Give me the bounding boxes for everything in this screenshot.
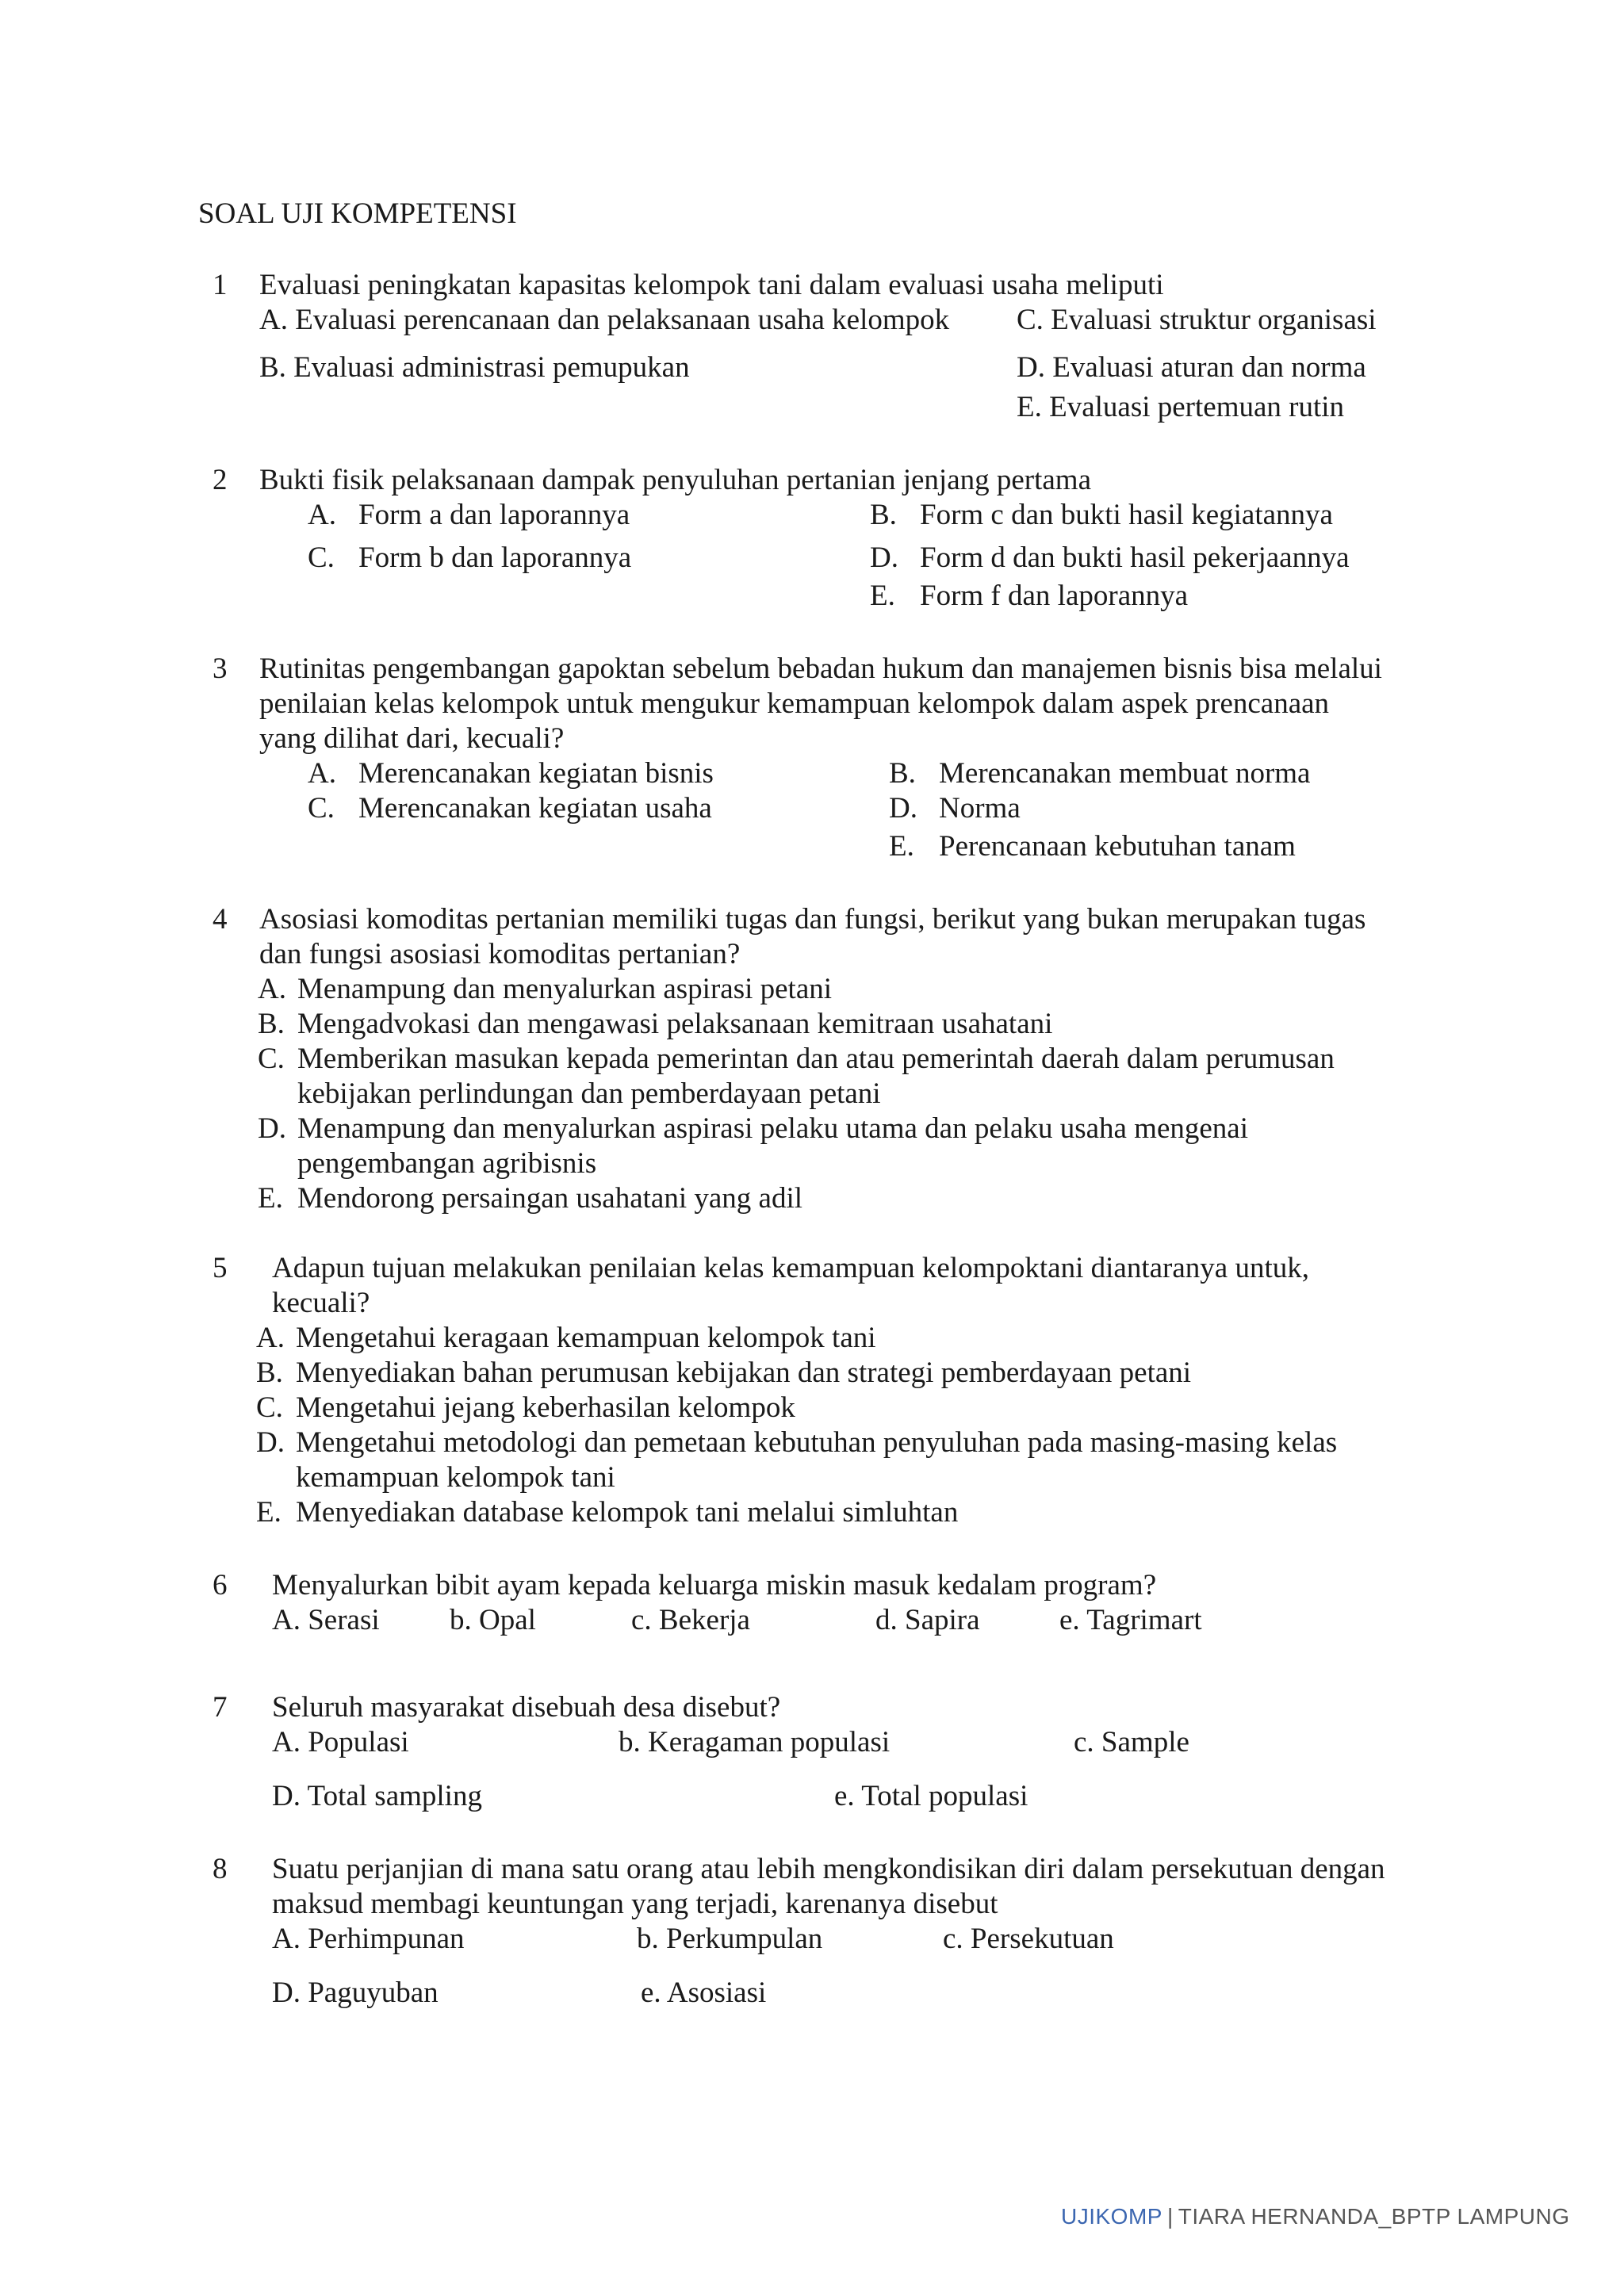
page-footer xyxy=(1061,2204,1570,2229)
question-8-option-d: D. Paguyuban xyxy=(272,1976,439,2009)
question-8-text-line-1: Suatu perjanjian di mana satu orang atau lebih mengkondisikan diri dalam persekutuan dengan xyxy=(272,1853,1385,1885)
question-5-option-e-letter: E. xyxy=(256,1496,282,1529)
question-6-option-b: b. Opal xyxy=(450,1604,536,1636)
question-3-option-b: Merencanakan membuat norma xyxy=(939,757,1311,790)
question-2-number: 2 xyxy=(213,464,228,496)
question-4-option-b-letter: B. xyxy=(258,1008,285,1040)
question-5-text-line-1: Adapun tujuan melakukan penilaian kelas kemampuan kelompoktani diantaranya untuk, xyxy=(272,1252,1309,1284)
question-4-number: 4 xyxy=(213,903,228,936)
question-5-option-a: Mengetahui keragaan kemampuan kelompok tani xyxy=(296,1322,876,1354)
question-7-number: 7 xyxy=(213,1691,228,1724)
question-3-option-d: Norma xyxy=(939,792,1021,825)
question-8-option-e: e. Asosiasi xyxy=(641,1976,767,2009)
question-3-text-line-1: Rutinitas pengembangan gapoktan sebelum bebadan hukum dan manajemen bisnis bisa melalui xyxy=(259,652,1382,685)
question-2-option-d: Form d dan bukti hasil pekerjaannya xyxy=(920,541,1350,574)
question-6-option-e: e. Tagrimart xyxy=(1059,1604,1202,1636)
question-6-option-a: A. Serasi xyxy=(272,1604,380,1636)
question-4-option-d-line-2: pengembangan agribisnis xyxy=(297,1147,597,1180)
question-6-option-d: d. Sapira xyxy=(875,1604,980,1636)
question-2-option-c-letter: C. xyxy=(308,541,335,574)
question-7-text: Seluruh masyarakat disebuah desa disebut? xyxy=(272,1691,781,1724)
question-5-option-c: Mengetahui jejang keberhasilan kelompok xyxy=(296,1391,795,1424)
question-3-option-a: Merencanakan kegiatan bisnis xyxy=(358,757,714,790)
question-4-option-c-letter: C. xyxy=(258,1043,285,1075)
question-2-option-e-letter: E. xyxy=(870,580,895,612)
question-3-option-a-letter: A. xyxy=(308,757,336,790)
question-8-number: 8 xyxy=(213,1853,228,1885)
question-4-option-e: Mendorong persaingan usahatani yang adil xyxy=(297,1182,803,1215)
question-5-option-b: Menyediakan bahan perumusan kebijakan dan strategi pemberdayaan petani xyxy=(296,1357,1192,1389)
question-1-option-e: E. Evaluasi pertemuan rutin xyxy=(1017,391,1345,423)
question-4-option-a: Menampung dan menyalurkan aspirasi petani xyxy=(297,973,833,1005)
question-8-option-b: b. Perkumpulan xyxy=(637,1923,823,1955)
question-8-option-a: A. Perhimpunan xyxy=(272,1923,465,1955)
question-3-option-c-letter: C. xyxy=(308,792,335,825)
question-2-option-b-letter: B. xyxy=(870,499,897,531)
question-3-option-e-letter: E. xyxy=(889,830,914,863)
question-3-option-d-letter: D. xyxy=(889,792,917,825)
question-5-option-d-line-1: Mengetahui metodologi dan pemetaan kebutuhan penyuluhan pada masing-masing kelas xyxy=(296,1426,1338,1459)
question-7-option-e: e. Total populasi xyxy=(834,1780,1028,1812)
question-3-option-c: Merencanakan kegiatan usaha xyxy=(358,792,712,825)
question-2-option-c: Form b dan laporannya xyxy=(358,541,632,574)
question-7-option-d: D. Total sampling xyxy=(272,1780,482,1812)
question-2-option-d-letter: D. xyxy=(870,541,898,574)
question-2-option-b: Form c dan bukti hasil kegiatannya xyxy=(920,499,1333,531)
question-6-option-c: c. Bekerja xyxy=(631,1604,750,1636)
question-1-text: Evaluasi peningkatan kapasitas kelompok tani dalam evaluasi usaha meliputi xyxy=(259,269,1164,301)
question-4-text-line-1: Asosiasi komoditas pertanian memiliki tugas dan fungsi, berikut yang bukan merupakan tugas xyxy=(259,903,1366,936)
question-4-option-c-line-2: kebijakan perlindungan dan pemberdayaan petani xyxy=(297,1077,881,1110)
footer-author: TIARA HERNANDA_BPTP LAMPUNG xyxy=(1178,2204,1570,2229)
question-4-option-e-letter: E. xyxy=(258,1182,283,1215)
question-5-text-line-2: kecuali? xyxy=(272,1287,370,1319)
footer-label: UJIKOMP xyxy=(1061,2204,1162,2229)
question-3-option-e: Perencanaan kebutuhan tanam xyxy=(939,830,1296,863)
question-1-option-b: B. Evaluasi administrasi pemupukan xyxy=(259,351,690,384)
question-1-number: 1 xyxy=(213,269,228,301)
question-4-option-d-letter: D. xyxy=(258,1112,286,1145)
question-3-text-line-2: penilaian kelas kelompok untuk mengukur kemampuan kelompok dalam aspek prencanaan xyxy=(259,687,1330,720)
question-7-option-b: b. Keragaman populasi xyxy=(619,1726,891,1758)
question-6-number: 6 xyxy=(213,1569,228,1601)
question-5-option-c-letter: C. xyxy=(256,1391,283,1424)
question-1-option-c: C. Evaluasi struktur organisasi xyxy=(1017,304,1377,336)
question-3-number: 3 xyxy=(213,652,228,685)
question-5-option-d-letter: D. xyxy=(256,1426,285,1459)
question-4-option-b: Mengadvokasi dan mengawasi pelaksanaan kemitraan usahatani xyxy=(297,1008,1053,1040)
question-5-option-e: Menyediakan database kelompok tani melalui simluhtan xyxy=(296,1496,959,1529)
question-1-option-d: D. Evaluasi aturan dan norma xyxy=(1017,351,1366,384)
question-3-text-line-3: yang dilihat dari, kecuali? xyxy=(259,722,565,755)
question-1-option-a: A. Evaluasi perencanaan dan pelaksanaan usaha kelompok xyxy=(259,304,950,336)
question-4-option-d-line-1: Menampung dan menyalurkan aspirasi pelaku utama dan pelaku usaha mengenai xyxy=(297,1112,1249,1145)
question-4-text-line-2: dan fungsi asosiasi komoditas pertanian? xyxy=(259,938,741,970)
question-4-option-c-line-1: Memberikan masukan kepada pemerintan dan atau pemerintah daerah dalam perumusan xyxy=(297,1043,1335,1075)
question-5-option-d-line-2: kemampuan kelompok tani xyxy=(296,1461,615,1494)
question-2-option-a: Form a dan laporannya xyxy=(358,499,630,531)
footer-separator: | xyxy=(1166,2204,1174,2229)
question-6-text: Menyalurkan bibit ayam kepada keluarga miskin masuk kedalam program? xyxy=(272,1569,1157,1601)
question-7-option-a: A. Populasi xyxy=(272,1726,409,1758)
question-2-option-a-letter: A. xyxy=(308,499,336,531)
question-4-option-a-letter: A. xyxy=(258,973,286,1005)
question-2-text: Bukti fisik pelaksanaan dampak penyuluhan pertanian jenjang pertama xyxy=(259,464,1092,496)
question-5-option-a-letter: A. xyxy=(256,1322,285,1354)
question-2-option-e: Form f dan laporannya xyxy=(920,580,1189,612)
question-3-option-b-letter: B. xyxy=(889,757,916,790)
question-8-text-line-2: maksud membagi keuntungan yang terjadi, karenanya disebut xyxy=(272,1888,998,1920)
page-title: SOAL UJI KOMPETENSI xyxy=(198,197,517,230)
question-8-option-c: c. Persekutuan xyxy=(943,1923,1114,1955)
question-5-number: 5 xyxy=(213,1252,228,1284)
question-7-option-c: c. Sample xyxy=(1074,1726,1189,1758)
question-5-option-b-letter: B. xyxy=(256,1357,283,1389)
